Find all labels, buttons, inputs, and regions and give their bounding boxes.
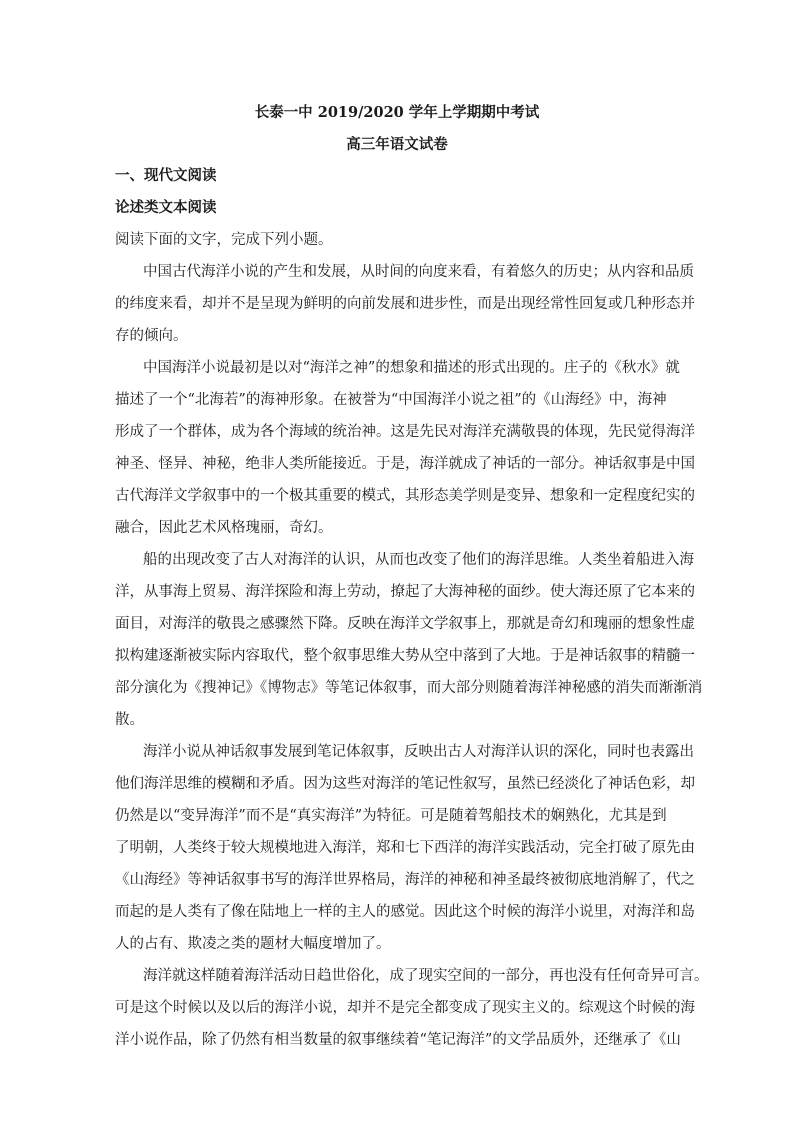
paragraph-line: 古代海洋文学叙事中的一个极其重要的模式，其形态美学则是变异、想象和一定程度纪实的 (115, 488, 695, 504)
exam-title: 长泰一中 2019/2020 学年上学期期中考试 (254, 104, 540, 121)
paragraph-line: 了明朝，人类终于较大规模地进入海洋，郑和七下西洋的海洋实践活动，完全打破了原先由 (115, 840, 695, 856)
paragraph-line: 中国古代海洋小说的产生和发展，从时间的向度来看，有着悠久的历史；从内容和品质 (143, 264, 694, 280)
paragraph-line: 《山海经》等神话叙事书写的海洋世界格局，海洋的神秘和神圣最终被彻底地消解了，代之 (115, 872, 695, 888)
paragraph-line: 融合，因此艺术风格瑰丽，奇幻。 (115, 520, 333, 536)
paragraph-line: 面目，对海洋的敬畏之感骤然下降。反映在海洋文学叙事上，那就是奇幻和瑰丽的想象性虚 (115, 616, 695, 632)
paragraph-line: 他们海洋思维的模糊和矛盾。因为这些对海洋的笔记性叙写，虽然已经淡化了神话色彩，却 (115, 776, 695, 792)
subsection-heading: 论述类文本阅读 (115, 199, 217, 216)
paragraph-line: 洋小说作品，除了仍然有相当数量的叙事继续着“笔记海洋”的文学品质外，还继承了《山 (115, 1032, 681, 1048)
paragraph-line: 拟构建逐渐被实际内容取代，整个叙事思维大势从空中落到了大地。于是神话叙事的精髓一 (115, 648, 695, 664)
paragraph-line: 形成了一个群体，成为各个海域的统治神。这是先民对海洋充满敬畏的体现，先民觉得海洋 (115, 424, 695, 440)
paragraph-line: 洋，从事海上贸易、海洋探险和海上劳动，撩起了大海神秘的面纱。使大海还原了它本来的 (115, 584, 695, 600)
instruction-line: 阅读下面的文字，完成下列小题。 (115, 232, 333, 248)
section-heading: 一、现代文阅读 (115, 167, 217, 184)
paragraph-line: 神圣、怪异、神秘，绝非人类所能接近。于是，海洋就成了神话的一部分。神话叙事是中国 (115, 456, 695, 472)
paragraph-line: 海洋就这样随着海洋活动日趋世俗化，成了现实空间的一部分，再也没有任何奇异可言。 (143, 968, 709, 984)
paragraph-line: 描述了一个“北海若”的海神形象。在被誉为“中国海洋小说之祖”的《山海经》中，海神 (115, 392, 667, 408)
paragraph-line: 中国海洋小说最初是以对“海洋之神”的想象和描述的形式出现的。庄子的《秋水》就 (143, 360, 680, 376)
paragraph-line: 可是这个时候以及以后的海洋小说，却并不是完全都变成了现实主义的。综观这个时候的海 (115, 1000, 695, 1016)
paragraph-line: 船的出现改变了古人对海洋的认识，从而也改变了他们的海洋思维。人类坐着船进入海 (143, 552, 694, 568)
paragraph-line: 存的倾向。 (115, 328, 188, 344)
paragraph-line: 人的占有、欺凌之类的题材大幅度增加了。 (115, 936, 391, 952)
paragraph-line: 散。 (115, 712, 144, 728)
paragraph-line: 海洋小说从神话叙事发展到笔记体叙事，反映出古人对海洋认识的深化，同时也表露出 (143, 744, 694, 760)
paragraph-line: 仍然是以“变异海洋”而不是“真实海洋”为特征。可是随着驾船技术的娴熟化，尤其是到 (115, 808, 667, 824)
exam-subtitle: 高三年语文试卷 (346, 136, 448, 153)
paragraph-line: 而起的是人类有了像在陆地上一样的主人的感觉。因此这个时候的海洋小说里，对海洋和岛 (115, 904, 695, 920)
paragraph-line: 的纬度来看，却并不是呈现为鲜明的向前发展和进步性，而是出现经常性回复或几种形态并 (115, 296, 695, 312)
paragraph-line: 部分演化为《搜神记》《博物志》等笔记体叙事，而大部分则随着海洋神秘感的消失而渐渐消 (115, 680, 703, 696)
